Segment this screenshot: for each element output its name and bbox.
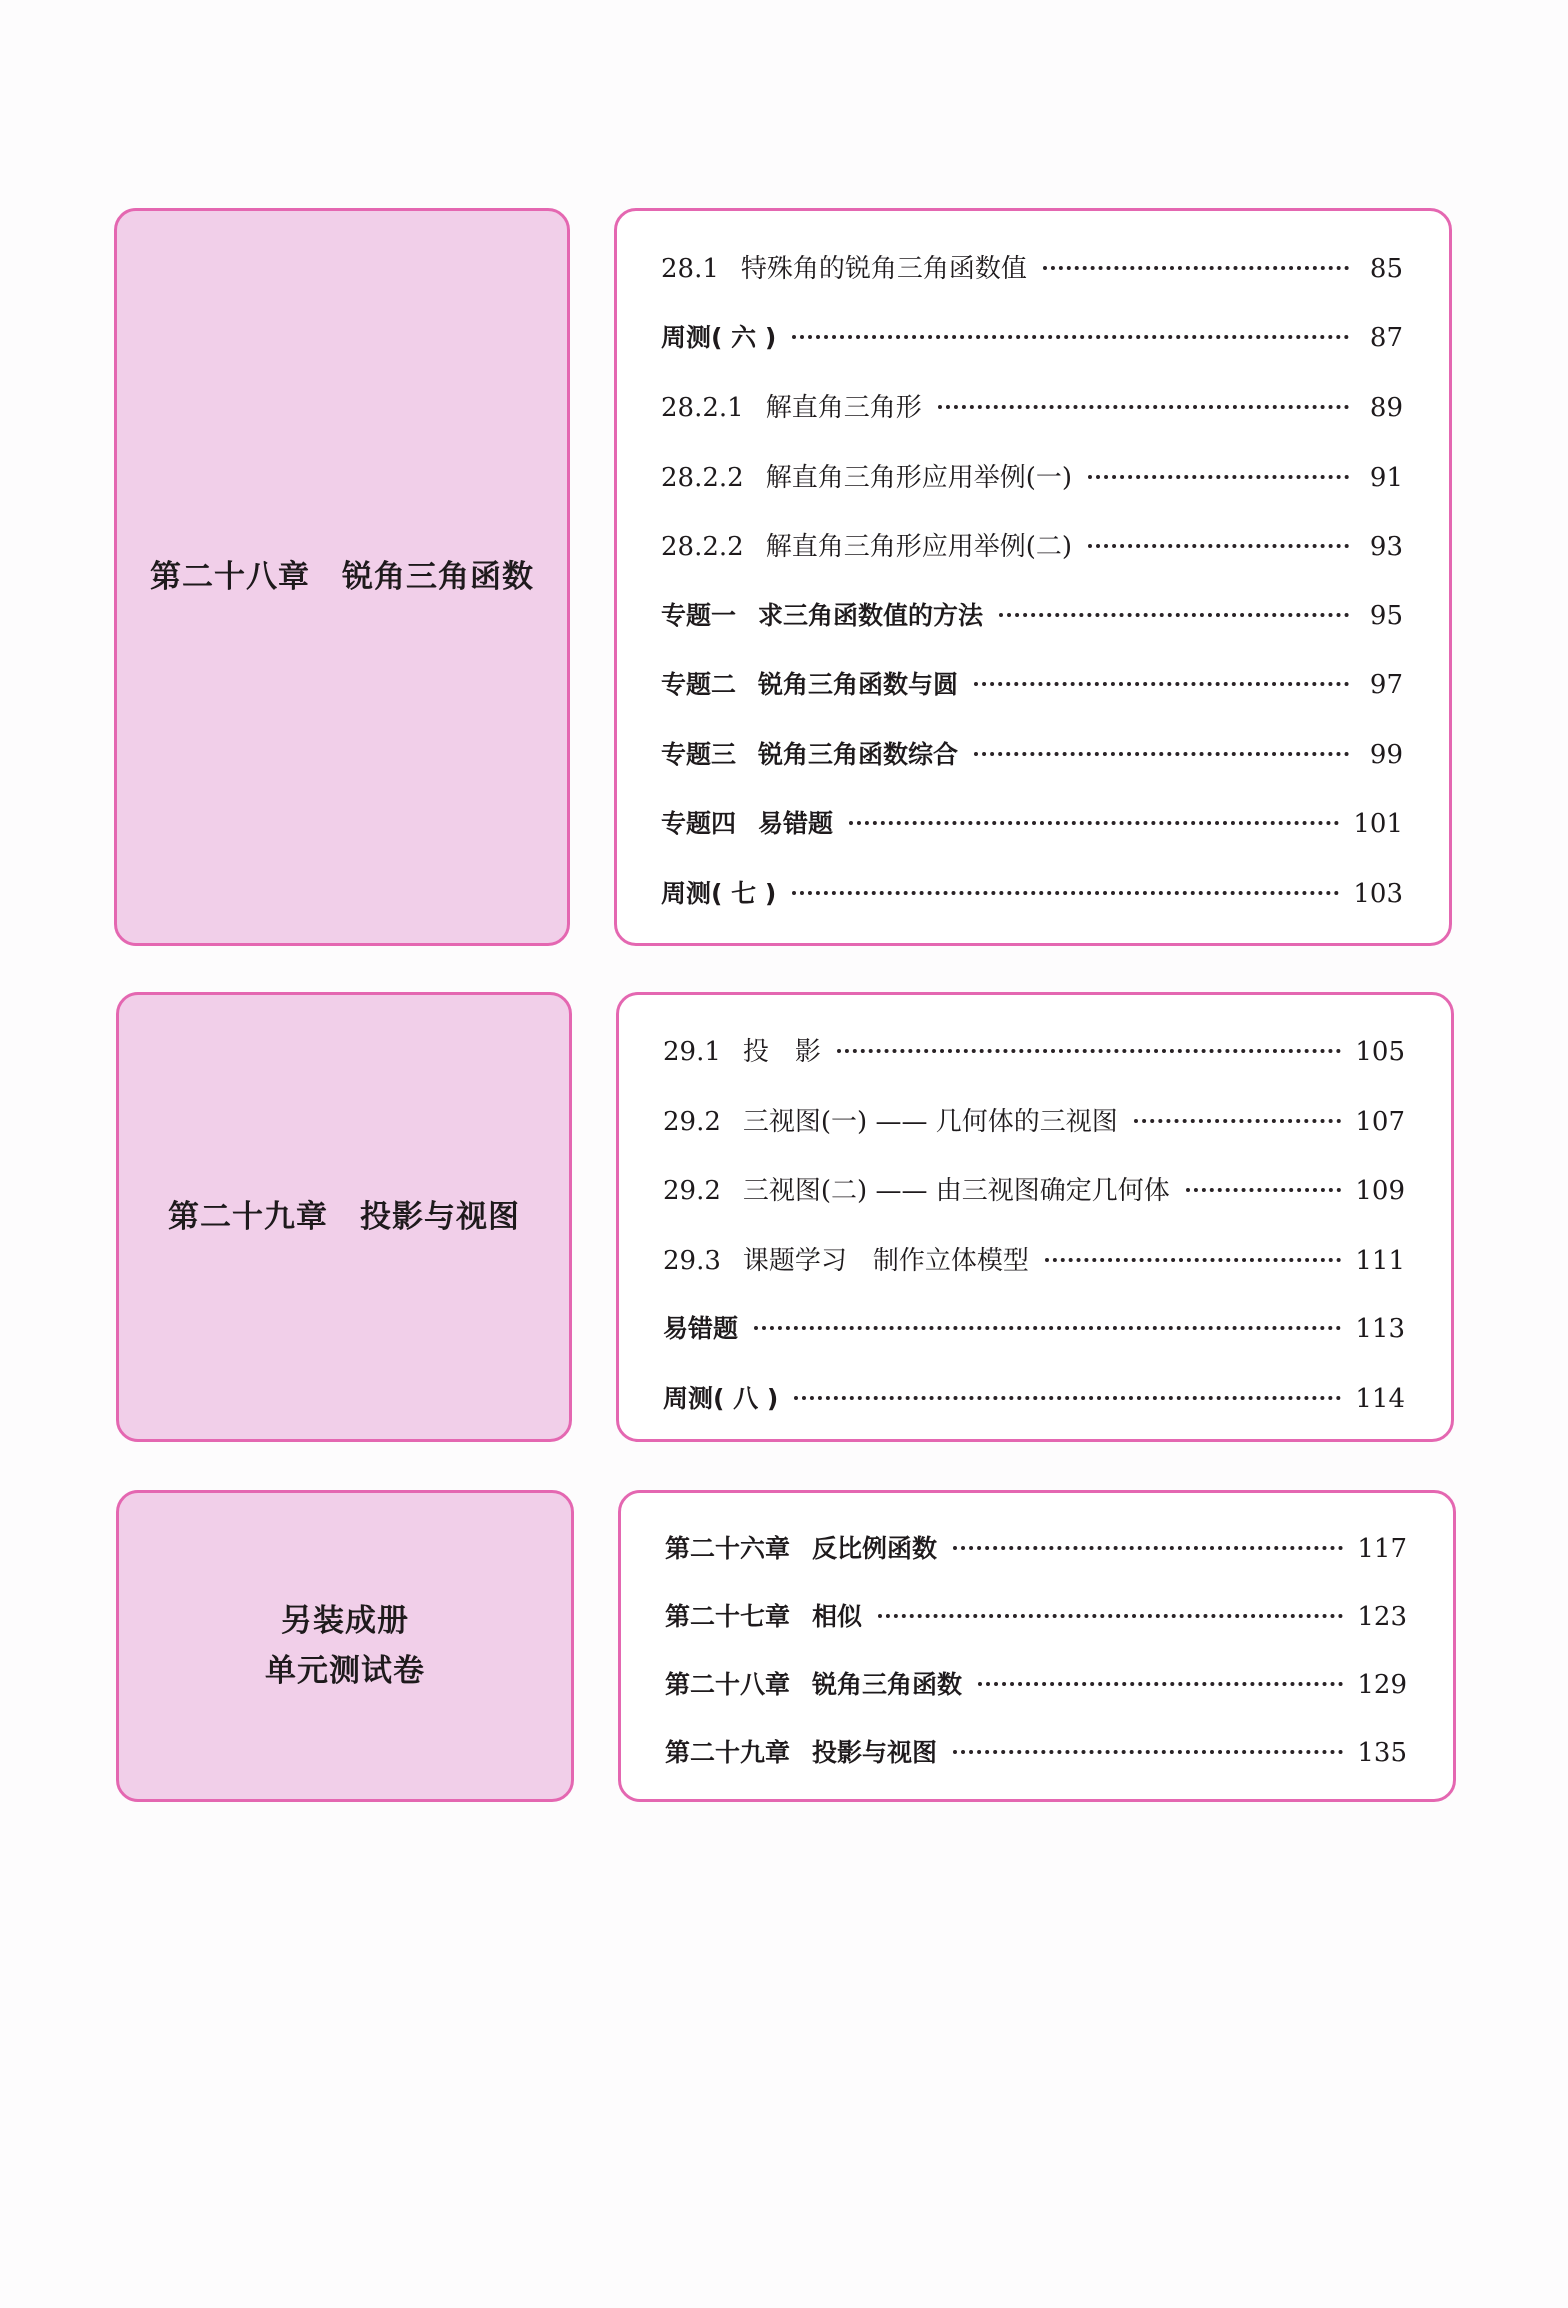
toc-entry-title: 解直角三角形 [765, 393, 922, 423]
dot-leader [792, 891, 1339, 895]
toc-entry-number: 第二十六章 [665, 1534, 791, 1563]
chapter-box [116, 992, 572, 1442]
dot-leader [792, 335, 1349, 339]
toc-entry-page: 117 [1357, 1534, 1407, 1564]
dot-leader [1045, 1258, 1341, 1262]
toc-entry-page: 95 [1369, 600, 1403, 631]
toc-entry-number: 28.2.2 [661, 462, 744, 493]
toc-entry-number: 29.1 [663, 1037, 721, 1067]
toc-entry-title: 解直角三角形应用举例(二) [765, 532, 1072, 562]
chapter-title: 另装成册 单元测试卷 [265, 1603, 425, 1689]
toc-entry-title: 解直角三角形应用举例(一) [765, 462, 1072, 493]
toc-entry-number: 29.2 [663, 1106, 721, 1137]
dot-leader [1134, 1119, 1342, 1123]
toc-entry-number: 第二十八章 [665, 1670, 791, 1699]
toc-entry[interactable] [663, 1101, 1405, 1171]
toc-entry-number: 专题三 [661, 739, 737, 769]
toc-entry-title: 相似 [812, 1602, 863, 1631]
toc-entry-title: 课题学习 制作立体模型 [742, 1245, 1029, 1276]
toc-entry[interactable] [661, 804, 1403, 874]
toc-entry-title: 反比例函数 [812, 1534, 938, 1563]
dot-leader [938, 405, 1349, 409]
dot-leader [837, 1049, 1341, 1053]
toc-entry-title: 三视图(二) —— 由三视图确定几何体 [742, 1176, 1170, 1206]
toc-entry-page: 87 [1369, 322, 1403, 353]
toc-entry-title: 投影与视图 [812, 1738, 938, 1767]
toc-entry-number: 28.1 [661, 254, 719, 284]
toc-list [665, 1529, 1407, 1801]
toc-entry-number: 29.3 [663, 1245, 721, 1276]
toc-entry-title: 周测( 六 ) [661, 322, 777, 352]
dot-leader [974, 752, 1349, 756]
toc-entry-number: 专题一 [661, 600, 737, 630]
toc-entry-title: 易错题 [663, 1314, 739, 1343]
toc-entry-page: 89 [1369, 393, 1403, 423]
toc-entry-title: 锐角三角函数 [812, 1670, 963, 1699]
toc-entry-number: 28.2.2 [661, 532, 744, 562]
toc-box [614, 208, 1452, 946]
toc-entry[interactable] [665, 1733, 1407, 1801]
dot-leader [878, 1614, 1343, 1618]
dot-leader [754, 1326, 1341, 1330]
toc-list [661, 248, 1403, 943]
toc-entry-page: 105 [1355, 1037, 1405, 1067]
toc-box [618, 1490, 1456, 1802]
toc-entry-number: 专题四 [661, 809, 737, 838]
chapter-box [114, 208, 570, 946]
toc-entry[interactable] [663, 1031, 1405, 1101]
chapter-box [116, 1490, 574, 1802]
dot-leader [953, 1546, 1343, 1550]
dot-leader [999, 613, 1349, 617]
chapter-title: 第二十八章 锐角三角函数 [150, 559, 534, 595]
toc-entry-number: 第二十九章 [665, 1738, 791, 1767]
toc-entry-title: 周测( 七 ) [661, 878, 777, 908]
toc-entry[interactable] [663, 1379, 1405, 1449]
toc-entry[interactable] [665, 1597, 1407, 1665]
toc-entry-title: 易错题 [758, 809, 834, 838]
toc-entry[interactable] [663, 1309, 1405, 1379]
dot-leader [974, 682, 1349, 686]
dot-leader [849, 821, 1339, 825]
chapter-title: 第二十九章 投影与视图 [168, 1199, 520, 1235]
toc-entry[interactable] [661, 874, 1403, 944]
toc-entry[interactable] [665, 1665, 1407, 1733]
toc-entry[interactable] [661, 457, 1403, 527]
toc-box [616, 992, 1454, 1442]
toc-entry-page: 114 [1355, 1383, 1405, 1414]
toc-entry[interactable] [663, 1170, 1405, 1240]
toc-entry-title: 周测( 八 ) [663, 1383, 779, 1413]
toc-entry[interactable] [661, 735, 1403, 805]
toc-entry-page: 103 [1353, 878, 1403, 909]
toc-entry-title: 锐角三角函数综合 [758, 739, 959, 769]
toc-entry-title: 求三角函数值的方法 [758, 600, 984, 630]
toc-entry-page: 99 [1369, 739, 1403, 770]
toc-entry-number: 专题二 [661, 670, 737, 699]
dot-leader [1186, 1188, 1342, 1192]
toc-entry[interactable] [661, 387, 1403, 457]
toc-entry-page: 111 [1355, 1245, 1405, 1276]
toc-entry[interactable] [661, 248, 1403, 318]
toc-entry[interactable] [665, 1529, 1407, 1597]
toc-entry-title: 锐角三角函数与圆 [758, 670, 959, 699]
toc-entry[interactable] [661, 318, 1403, 388]
toc-entry-title: 三视图(一) —— 几何体的三视图 [742, 1106, 1118, 1137]
toc-entry-page: 135 [1357, 1738, 1407, 1768]
dot-leader [794, 1396, 1341, 1400]
toc-entry-number: 28.2.1 [661, 393, 744, 423]
dot-leader [1043, 266, 1349, 270]
dot-leader [1088, 475, 1349, 479]
toc-entry-page: 101 [1353, 809, 1403, 839]
toc-list [663, 1031, 1405, 1448]
toc-entry-page: 109 [1355, 1176, 1405, 1206]
toc-entry-page: 129 [1357, 1670, 1407, 1700]
toc-entry-page: 93 [1369, 532, 1403, 562]
toc-entry-page: 85 [1369, 254, 1403, 284]
toc-entry-title: 特殊角的锐角三角函数值 [740, 254, 1027, 284]
toc-entry[interactable] [661, 596, 1403, 666]
dot-leader [953, 1750, 1343, 1754]
toc-entry-title: 投 影 [742, 1037, 821, 1067]
toc-entry-page: 107 [1355, 1106, 1405, 1137]
toc-entry[interactable] [663, 1240, 1405, 1310]
toc-entry-page: 97 [1369, 670, 1403, 700]
toc-entry-page: 91 [1369, 462, 1403, 493]
dot-leader [1088, 544, 1349, 548]
dot-leader [978, 1682, 1343, 1686]
toc-entry[interactable] [661, 665, 1403, 735]
toc-entry-page: 113 [1355, 1314, 1405, 1344]
toc-entry-number: 第二十七章 [665, 1602, 791, 1631]
toc-entry-page: 123 [1357, 1602, 1407, 1632]
toc-entry[interactable] [661, 526, 1403, 596]
toc-entry-number: 29.2 [663, 1176, 721, 1206]
